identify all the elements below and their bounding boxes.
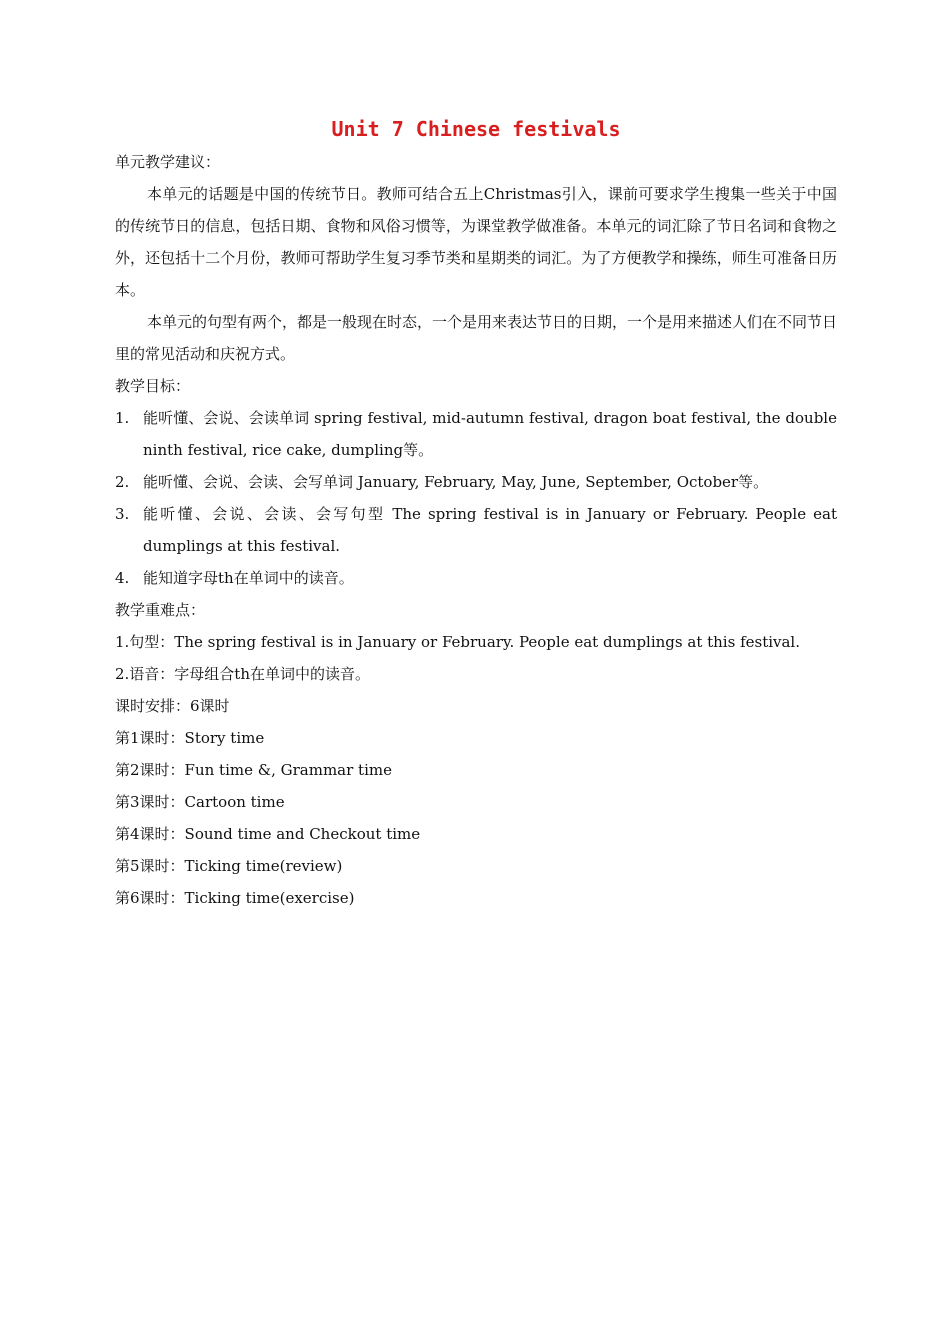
document-title: Unit 7 Chinese festivals bbox=[331, 117, 621, 141]
suggestion-paragraph-1: 本单元的话题是中国的传统节日。教师可结合五上Christmas引入，课前可要求学生搜集一些关于中国的传统节日的信息，包括日期、食物和风俗习惯等，为课堂教学做准备。本单元的词汇除了节日名词和食物之外，还包括十二个月份，教师可帮助学生复习季节类和星期类的词汇。为了方便教学和操练，师生可准备日历本。 bbox=[115, 185, 837, 299]
goal-number: 2. bbox=[115, 473, 130, 491]
goal-item-3 bbox=[115, 498, 837, 562]
goal-text: 能听懂、会说、会读单词 spring festival, mid-autumn festival, dragon boat festival, the double ninth festival, rice cake, dumpling等。 bbox=[143, 409, 837, 459]
document-page bbox=[115, 112, 837, 914]
goal-text: 能知道字母th在单词中的读音。 bbox=[143, 569, 354, 587]
key-point-2: 2.语音：字母组合th在单词中的读音。 bbox=[115, 665, 371, 683]
goal-text: 能听懂、会说、会读、会写句型 The spring festival is in January or February. People eat dumplings at this festival. bbox=[143, 505, 837, 555]
goal-item-2 bbox=[115, 466, 837, 498]
goal-number: 4. bbox=[115, 569, 130, 587]
suggestion-heading: 单元教学建议： bbox=[115, 153, 221, 171]
schedule-item-5: 第5课时：Ticking time(review) bbox=[115, 857, 343, 875]
schedule-item-6: 第6课时：Ticking time(exercise) bbox=[115, 889, 355, 907]
goal-item-1 bbox=[115, 402, 837, 466]
key-point-1: 1.句型：The spring festival is in January or February. People eat dumplings at this festival. bbox=[115, 633, 800, 651]
schedule-item-2: 第2课时：Fun time &, Grammar time bbox=[115, 761, 392, 779]
goal-item-4 bbox=[115, 562, 837, 594]
schedule-item-3: 第3课时：Cartoon time bbox=[115, 793, 285, 811]
goals-heading: 教学目标： bbox=[115, 377, 191, 395]
schedule-heading: 课时安排：6课时 bbox=[115, 697, 230, 715]
goal-number: 1. bbox=[115, 409, 130, 427]
goal-text: 能听懂、会说、会读、会写单词 January, February, May, June, September, October等。 bbox=[143, 473, 769, 491]
key-points-heading: 教学重难点： bbox=[115, 601, 206, 619]
schedule-item-4: 第4课时：Sound time and Checkout time bbox=[115, 825, 421, 843]
schedule-item-1: 第1课时：Story time bbox=[115, 729, 265, 747]
suggestion-paragraph-2: 本单元的句型有两个，都是一般现在时态，一个是用来表达节日的日期，一个是用来描述人们在不同节日里的常见活动和庆祝方式。 bbox=[115, 313, 838, 363]
goal-number: 3. bbox=[115, 505, 130, 523]
